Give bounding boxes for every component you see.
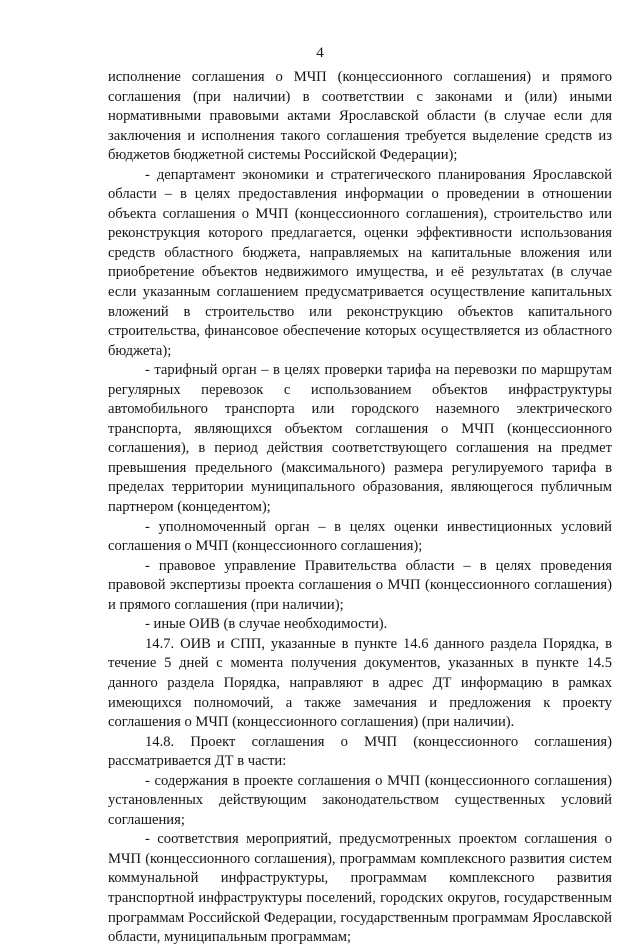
paragraph: - иные ОИВ (в случае необходимости). bbox=[145, 616, 388, 633]
paragraph: 14.8. Проект соглашения о МЧП (концессионного соглашения) рассматривается ДТ в части: bbox=[108, 733, 612, 770]
paragraph: - соответствия мероприятий, предусмотренных проектом соглашения о МЧП (концессионного соглашения), программам комплексного развития систем коммунальной инфраструктуры, программам комплексного развития транспортной инфраструктуры поселений, городских округов, государственным программам Российской Федерации, государственным программам Ярославской области, муниципальным программам; bbox=[108, 831, 612, 946]
paragraph: - уполномоченный орган – в целях оценки инвестиционных условий соглашения о МЧП (концессионного соглашения); bbox=[108, 518, 612, 555]
page-number: 4 bbox=[316, 45, 324, 61]
paragraph: - тарифный орган – в целях проверки тарифа на перевозки по маршрутам регулярных перевозок с использованием объектов инфраструктуры автомобильного транспорта или городского наземного электрического транспорта, являющихся объектом соглашения о МЧП (концессионного соглашения), в период действия соответствующего соглашения на предмет превышения предельного (максимального) размера регулируемого тарифа в пределах территории муниципального образования, являющегося публичным партнером (концедентом); bbox=[108, 362, 612, 516]
document-body bbox=[108, 68, 612, 948]
paragraph: - департамент экономики и стратегического планирования Ярославской области – в целях предоставления информации о проведении в отношении объекта соглашения о МЧП (концессионного соглашения), строительство или реконструкция которого предлагается, оценки эффективности использования средств областного бюджета, направляемых на капитальные вложения или приобретение объектов недвижимого имущества, и её результатах (в случае если указанным соглашением предусматривается осуществление капитальных вложений в строительство или реконструкцию объектов капитального строительства, финансовое обеспечение которых осуществляется из областного бюджета); bbox=[108, 166, 612, 359]
paragraph: - содержания в проекте соглашения о МЧП (концессионного соглашения) установленных действующим законодательством существенных условий соглашения; bbox=[108, 772, 612, 828]
paragraph: исполнение соглашения о МЧП (концессионного соглашения) и прямого соглашения (при наличии) в соответствии с законами и (или) иными нормативными правовыми актами Ярославской области (в случае если для заключения и исполнения такого соглашения требуется выделение средств из бюджетов бюджетной системы Российской Федерации); bbox=[108, 69, 612, 164]
paragraph: - правовое управление Правительства области – в целях проведения правовой экспертизы проекта соглашения о МЧП (концессионного соглашения) и прямого соглашения (при наличии); bbox=[108, 557, 612, 613]
paragraph: 14.7. ОИВ и СПП, указанные в пункте 14.6 данного раздела Порядка, в течение 5 дней с момента получения документов, указанных в пункте 14.5 данного раздела Порядка, направляют в адрес ДТ информацию в рамках имеющихся полномочий, а также замечания и предложения к проекту соглашения о МЧП (концессионного соглашения) (при наличии). bbox=[108, 635, 612, 731]
